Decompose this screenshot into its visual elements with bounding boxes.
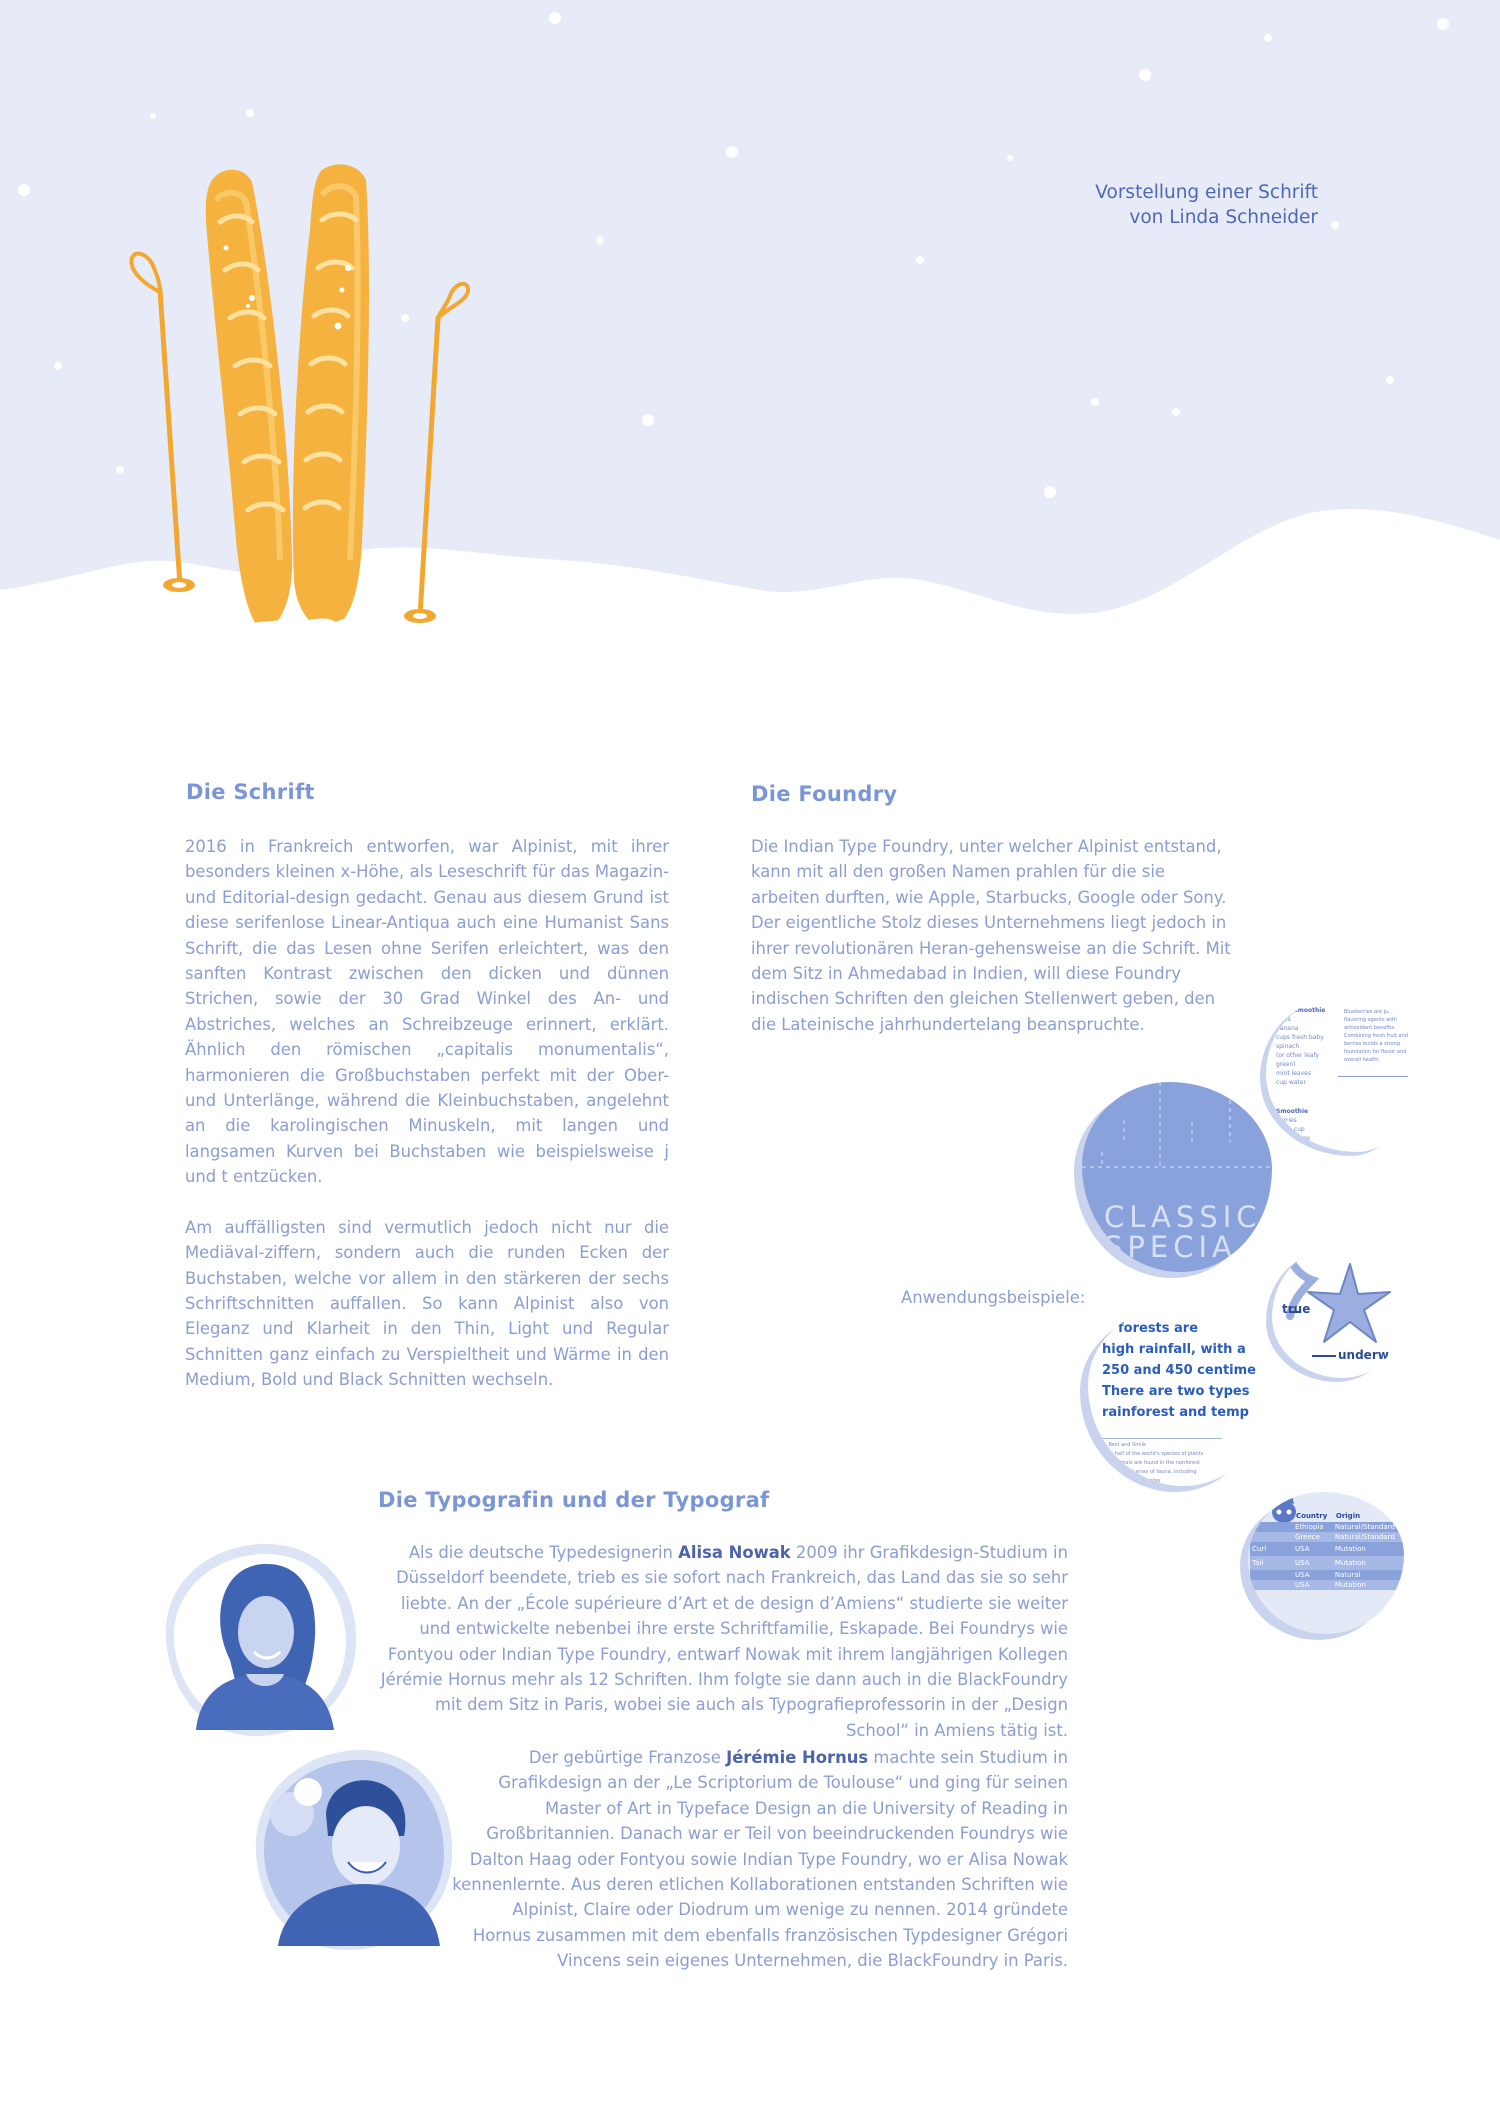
portrait-jeremie-hornus <box>248 1744 458 1954</box>
starfish-word-true: true <box>1282 1302 1311 1316</box>
table-header: Country <box>1296 1512 1328 1520</box>
cat-table <box>1250 1510 1404 1590</box>
special-word: SPECIA <box>1104 1230 1237 1264</box>
smoothie-item: container <box>1276 1144 1305 1151</box>
rain-small: over half of the world's species of plants <box>1102 1451 1204 1457</box>
font-paragraph-1: 2016 in Frankreich entworfen, war Alpinist, mit ihrer besonders kleinen x-Höhe, als Leseschrift für das Magazin- und Editorial-design gedacht. Genau aus diesem Grund ist diese serifenlose Linear-Antiqua auch eine Humanist Sans Schrift, die das Lesen ohne Serifen erleichtert, was den sanften Kontrast zwischen den dicken und dünnen Strichen, sowie der 30 Grad Winkel des An- und Abstriches, welches an Schreibzeuge erinnert, erklärt. Ähnlich den römischen „capitalis monumentalis“, harmonieren die Großbuchstaben perfekt mit der Ober- und Unterlänge, während die Kleinbuchstaben, angelehnt an die karolingischen Minuskeln, mit langen und langsamen Kurven bei Buchstaben wie beispielsweise j und t entzücken. <box>185 837 669 1187</box>
smoothie-item: mint leaves <box>1276 1070 1311 1077</box>
starfish-word-underwater: underw <box>1338 1348 1389 1362</box>
font-section-body <box>185 834 669 1393</box>
p2-rest: machte sein Studium in Grafikdesign an der „Le Scriptorium de Toulouse“ und ging für seinen Master of Art in Typeface Design an die University of Reading in Großbritannien. Danach war er Teil von beeindruckenden Foundrys wie Dalton Haag oder Fontyou sowie Indian Type Foundry, wo er Alisa Nowak kennenlernte. Aus deren etlichen Kollaborationen entstanden Schriften wie Alpinist, Claire oder Diodrum um wenige zu nennen. 2014 gründete Hornus zusammen mit dem ebenfalls französischen Typdesigner Grégori Vincens sein eigenes Unternehmen, die BlackFoundry in Paris. <box>452 1748 1068 1971</box>
rain-small: birds and invertebrates <box>1102 1478 1161 1484</box>
p1-intro: Als die deutsche Typedesignerin <box>408 1543 673 1562</box>
smoothie-item: lies 1 cup <box>1276 1126 1305 1133</box>
subtitle-line-2: von Linda Schneider <box>1129 207 1318 228</box>
typography-paragraph-1 <box>378 1540 1068 1743</box>
rain-line: forests are <box>1118 1321 1199 1336</box>
smoothie-title-1: Mint Smoothie <box>1276 1007 1326 1014</box>
example-classic-special <box>1082 1082 1272 1272</box>
table-row: USA Natural <box>1250 1570 1404 1580</box>
foundry-section-heading: Die Foundry <box>751 782 898 806</box>
smoothie-item: berries <box>1276 1117 1297 1124</box>
smoothie-side-text: Blueberries are powerful flavoring agents with antioxidant benefits. Combining fresh fruit and berries builds a strong foundation for flavor and overall health. <box>1344 1009 1408 1063</box>
p1-rest: 2009 ihr Grafikdesign-Studium in Düsseldorf beendete, trieb es sie sofort nach Frankreich, das Land das sie so sehr liebte. An der „École supérieure d’Art et de design d’Amiens“ studierte sie weiter und entwickelte nebenbei ihre erste Schriftfamilie, Eskapade. Bei Foundrys wie Fontyou oder Indian Type Foundry, entwarf Nowak mit ihrem langjährigen Kollegen Jérémie Hornus mehr als 12 Schriften. Ihm folgte sie dann auch in die BlackFoundry mit dem Sitz in Paris, wobei sie auch als Typografieprofessorin in der „Design School“ in Amiens tätig ist. <box>380 1543 1068 1740</box>
smoothie-item: kiwis <box>1276 1016 1291 1023</box>
designer-name-alisa: Alisa Nowak <box>678 1543 791 1562</box>
p2-intro: Der gebürtige Franzose <box>528 1748 721 1767</box>
table-row: Ethiopia Natural/Standard <box>1250 1522 1404 1532</box>
rain-small: and animals are found in the rainforest <box>1102 1460 1200 1466</box>
subtitle-line-1: Vorstellung einer Schrift <box>1095 182 1318 203</box>
smoothie-title-2: Smoothie <box>1276 1108 1309 1115</box>
smoothie-item: cup water <box>1276 1079 1306 1086</box>
examples-label: Anwendungsbeispiele: <box>901 1288 1086 1307</box>
typography-paragraph-2 <box>450 1745 1068 1974</box>
rain-line: 250 and 450 centime <box>1102 1363 1256 1378</box>
font-paragraph-2: Am auffälligsten sind vermutlich jedoch nicht nur die Mediäval-ziffern, sondern auch die runden Ecken der Buchstaben, welche vor allem in den stärkeren der sechs Schriftschnitten auffallen. So kann Alpinist also von Eleganz und Klarheit in den Thin, Light und Regular Schnitten ganz einfach zu Verspieltheit und Wärme in den Medium, Bold und Black Schnitten wechseln. <box>185 1217 669 1390</box>
rain-small: — Rest and Smile <box>1102 1442 1146 1448</box>
example-rainforest <box>1088 1306 1266 1486</box>
hero-illustration <box>0 0 1500 660</box>
smoothie-item: banana <box>1276 1025 1299 1032</box>
example-starfish <box>1272 1246 1404 1378</box>
smoothie-item: cup orange <box>1276 1135 1310 1142</box>
table-header: Origin <box>1335 1512 1361 1520</box>
smoothie-item: (or other leafy green) <box>1276 1052 1319 1068</box>
font-section-heading: Die Schrift <box>186 780 315 804</box>
typography-section-heading: Die Typografin und der Typograf <box>378 1488 770 1512</box>
table-row: Curl USA Mutation <box>1250 1542 1404 1556</box>
rain-line: There are two types <box>1102 1384 1250 1399</box>
rain-line: rainforest and temp <box>1102 1405 1249 1420</box>
table-row: Tail USA Mutation <box>1250 1556 1404 1570</box>
designer-name-jeremie: Jérémie Hornus <box>726 1748 869 1767</box>
table-row: USA Mutation <box>1250 1580 1404 1590</box>
example-cat-table <box>1248 1492 1404 1634</box>
subtitle <box>1095 180 1318 230</box>
smoothie-item: cups fresh baby spinach <box>1276 1034 1324 1050</box>
example-smoothie-recipe <box>1266 996 1418 1152</box>
classic-word: CLASSIC <box>1104 1200 1262 1234</box>
rain-line: high rainfall, with a <box>1102 1342 1246 1357</box>
foundry-paragraph: Die Indian Type Foundry, unter welcher Alpinist entstand, kann mit all den großen Namen prahlen für die sie arbeiten durften, wie Apple, Starbucks, Google oder Sony. Der eigentliche Stolz dieses Unternehmens liegt jedoch in ihrer revolutionären Heran-gehensweise an die Schrift. Mit dem Sitz in Ahmedabad in Indien, will diese Foundry indischen Schriften den gleichen Stellenwert geben, den die Lateinische jahrhundertelang beanspruchte. <box>751 837 1231 1034</box>
rain-small: a very broad array of fauna, including <box>1102 1469 1197 1475</box>
portrait-alisa-nowak <box>160 1540 360 1740</box>
table-row: Greece Natural/Standard <box>1250 1532 1404 1542</box>
